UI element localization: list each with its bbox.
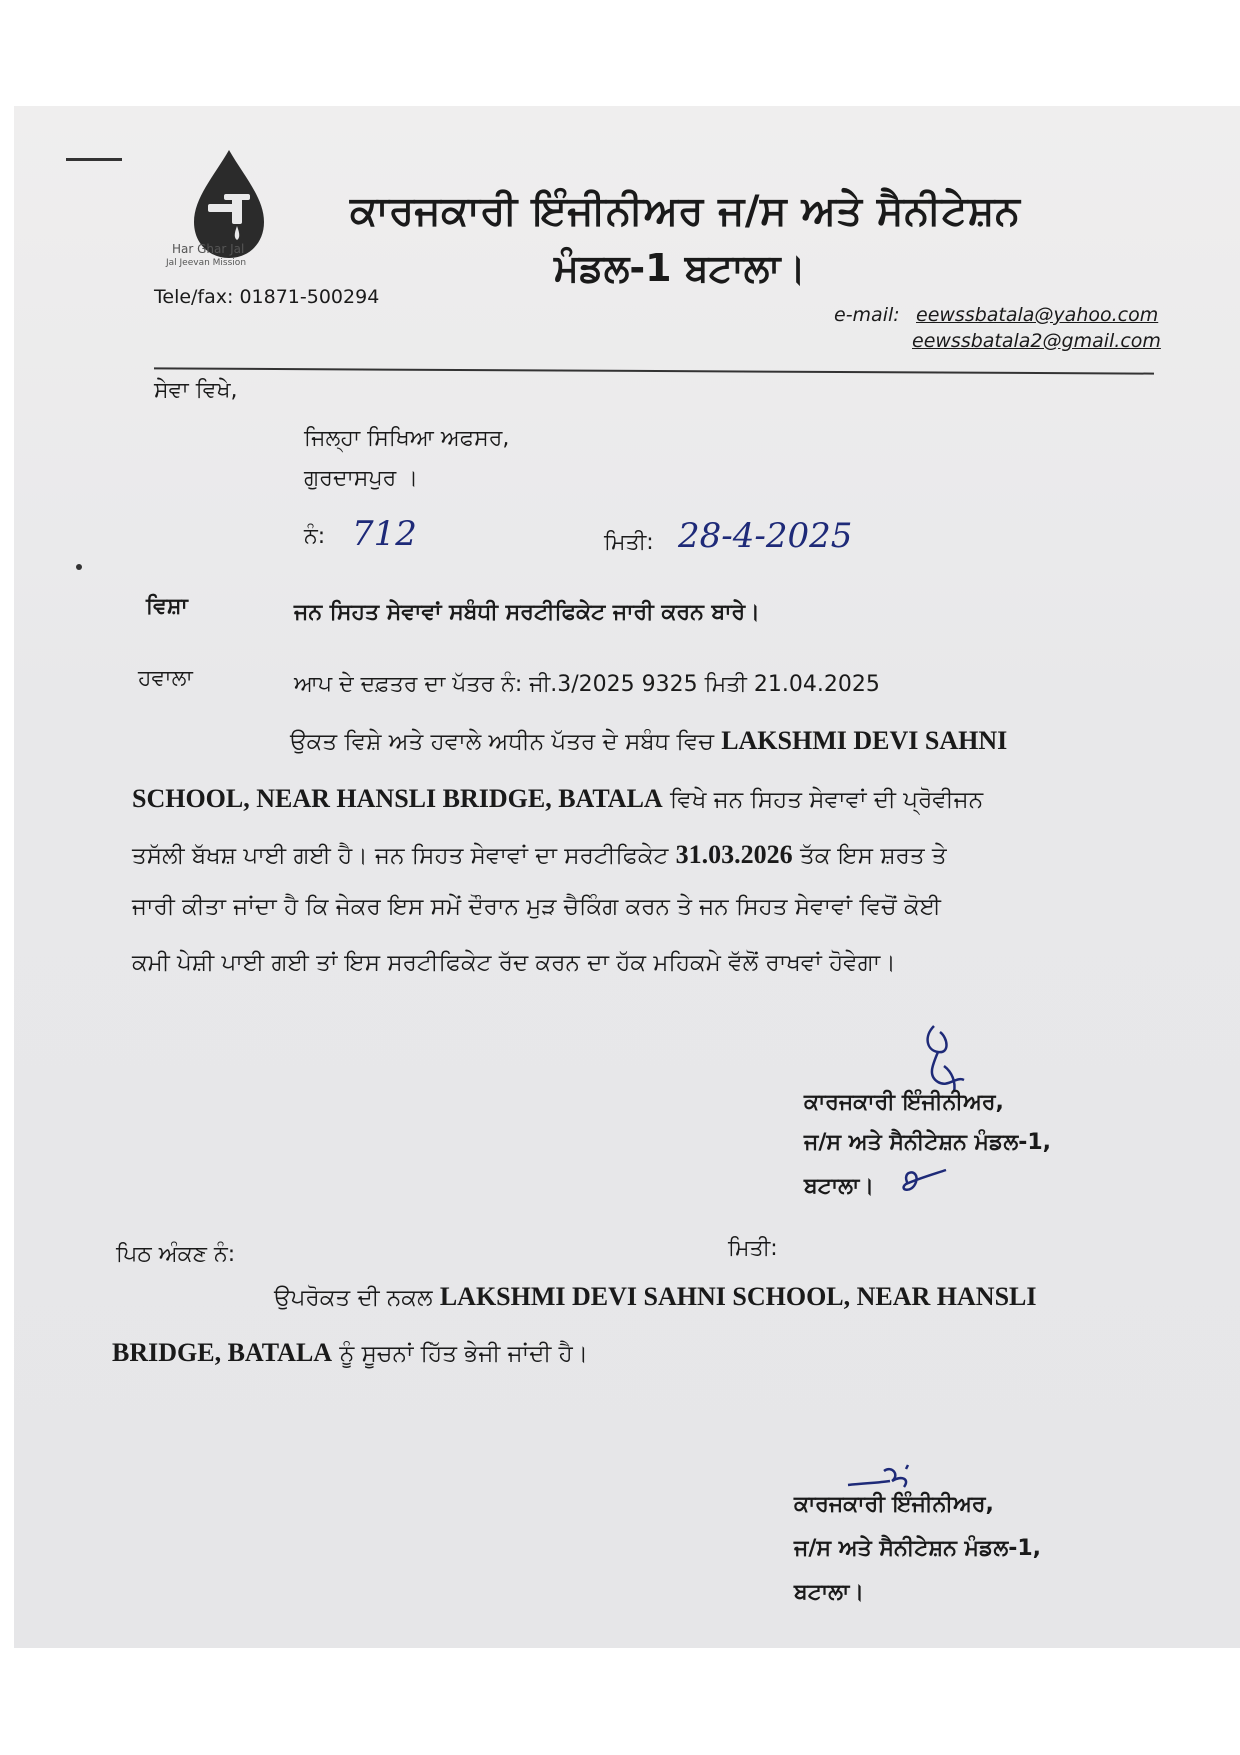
date-label: ਮਿਤੀ: (604, 530, 654, 555)
endorsement-line-2: BRIDGE, BATALA ਨੂੰ ਸੂਚਨਾਂ ਹਿੱਤ ਭੇਜੀ ਜਾਂਦੀ ਹੈ। (112, 1338, 589, 1367)
body-line-2: SCHOOL, NEAR HANSLI BRIDGE, BATALA ਵਿਖੇ ਜਨ ਸਿਹਤ ਸੇਵਾਵਾਂ ਦੀ ਪ੍ਰੋਵੀਜਨ (132, 784, 984, 813)
email-yahoo: eewssbatala@yahoo.com (916, 304, 1159, 326)
email-label: e-mail: (834, 304, 900, 326)
logo-text-1: Har Ghar Jal (172, 242, 245, 256)
letter-no-value: 712 (352, 514, 417, 554)
reference-label: ਹਵਾਲਾ (138, 666, 193, 691)
address-line1: ਜਿਲ੍ਹਾ ਸਿਖਿਆ ਅਫਸਰ, (304, 426, 510, 451)
letter-page (14, 106, 1240, 1648)
letterhead-title-line2: ਮੰਡਲ-1 ਬਟਾਲਾ। (554, 246, 806, 290)
email-gmail: eewssbatala2@gmail.com (912, 330, 1161, 352)
subject-text: ਜਨ ਸਿਹਤ ਸੇਵਾਵਾਂ ਸਬੰਧੀ ਸਰਟੀਫਿਕੇਟ ਜਾਰੀ ਕਰਨ ਬਾਰੇ। (294, 600, 761, 625)
endorsement-no-label: ਪਿਠ ਅੰਕਣ ਨੰ: (116, 1242, 236, 1267)
body-line-1: ਉਕਤ ਵਿਸ਼ੇ ਅਤੇ ਹਵਾਲੇ ਅਧੀਨ ਪੱਤਰ ਦੇ ਸਬੰਧ ਵਿਚ LAKSHMI DEVI SAHNI (290, 726, 1008, 755)
letter-no-label: ਨੰ: (304, 524, 326, 549)
date-value: 28-4-2025 (678, 516, 853, 556)
signature-2-line3: ਬਟਾਲਾ। (794, 1580, 865, 1605)
signature-2-line1: ਕਾਰਜਕਾਰੀ ਇੰਜੀਨੀਅਰ, (794, 1492, 994, 1517)
letterhead-divider (154, 367, 1154, 374)
stray-dot (76, 564, 82, 570)
signature-1-line2: ਜ/ਸ ਅਤੇ ਸੈਨੀਟੇਸ਼ਨ ਮੰਡਲ-1, (804, 1130, 1052, 1155)
top-dash (66, 158, 122, 161)
water-drop-tap-logo-icon (164, 146, 294, 276)
letterhead-title-line1: ਕਾਰਜਕਾਰੀ ਇੰਜੀਨੀਅਰ ਜ/ਸ ਅਤੇ ਸੈਨੀਟੇਸ਼ਨ (350, 188, 1021, 234)
body-line-3: ਤਸੱਲੀ ਬੱਖਸ਼ ਪਾਈ ਗਈ ਹੈ। ਜਨ ਸਿਹਤ ਸੇਵਾਵਾਂ ਦਾ ਸਰਟੀਫਿਕੇਟ 31.03.2026 ਤੱਕ ਇਸ ਸ਼ਰਤ ਤੇ (132, 840, 947, 869)
reference-text: ਆਪ ਦੇ ਦਫ਼ਤਰ ਦਾ ਪੱਤਰ ਨੰ: ਜੀ.3/2025 9325 ਮਿਤੀ 21.04.2025 (294, 672, 880, 697)
signature-1-line1: ਕਾਰਜਕਾਰੀ ਇੰਜੀਨੀਅਰ, (804, 1090, 1004, 1115)
signature-2-line2: ਜ/ਸ ਅਤੇ ਸੈਨੀਟੇਸ਼ਨ ਮੰਡਲ-1, (794, 1536, 1042, 1561)
body-line-5: ਕਮੀ ਪੇਸ਼ੀ ਪਾਈ ਗਈ ਤਾਂ ਇਸ ਸਰਟੀਫਿਕੇਟ ਰੱਦ ਕਰਨ ਦਾ ਹੱਕ ਮਹਿਕਮੇ ਵੱਲੋਂ ਰਾਖਵਾਂ ਹੋਵੇਗਾ। (132, 950, 896, 976)
telefax: Tele/fax: 01871-500294 (154, 286, 380, 308)
initials-mark (890, 1164, 950, 1200)
body-line-4: ਜਾਰੀ ਕੀਤਾ ਜਾਂਦਾ ਹੈ ਕਿ ਜੇਕਰ ਇਸ ਸਮੇਂ ਦੌਰਾਨ ਮੁੜ ਚੈਕਿੰਗ ਕਰਨ ਤੇ ਜਨ ਸਿਹਤ ਸੇਵਾਵਾਂ ਵਿਚੋਂ ਕੋਈ (132, 894, 941, 920)
salutation: ਸੇਵਾ ਵਿਖੇ, (154, 378, 238, 403)
logo-text-2: Jal Jeevan Mission (166, 258, 247, 268)
endorsement-line-1: ਉਪਰੋਕਤ ਦੀ ਨਕਲ LAKSHMI DEVI SAHNI SCHOOL, NEAR HANSLI (274, 1282, 1037, 1311)
subject-label: ਵਿਸ਼ਾ (146, 594, 188, 619)
address-line2: ਗੁਰਦਾਸਪੁਰ । (304, 466, 419, 491)
signature-1-line3: ਬਟਾਲਾ। (804, 1174, 875, 1199)
endorsement-date-label: ਮਿਤੀ: (728, 1236, 778, 1261)
